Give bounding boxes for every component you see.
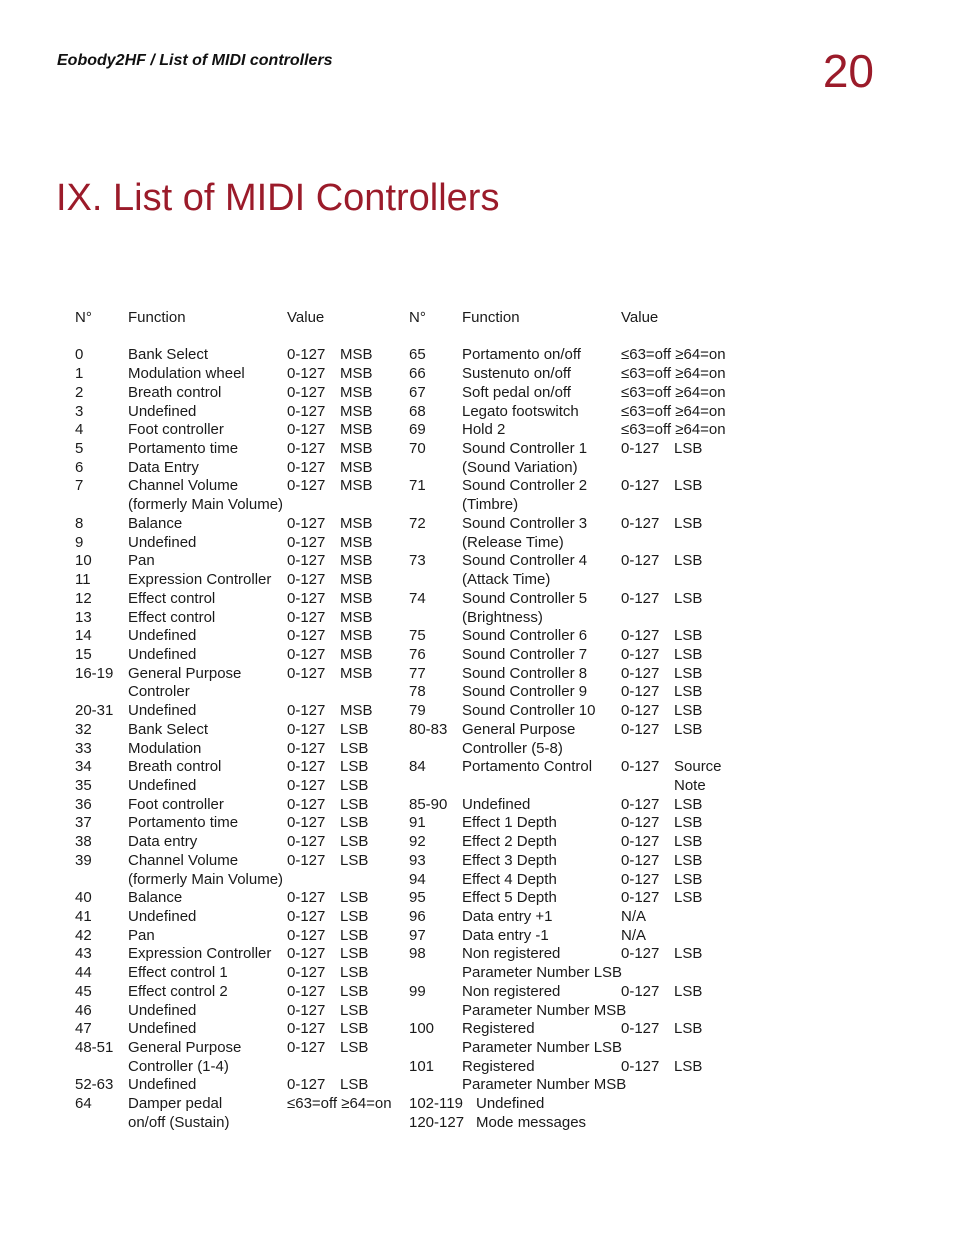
cell-function: Sustenuto on/off — [462, 365, 571, 383]
cell-unit: MSB — [340, 645, 373, 663]
header-value: Value — [287, 309, 325, 326]
cell-function: Pan — [128, 552, 155, 570]
cell-function: Undefined — [476, 1095, 545, 1113]
cell-unit: LSB — [674, 664, 703, 682]
cell-num: 3 — [75, 402, 84, 420]
cell-value: 0-127 — [621, 795, 660, 813]
cell-unit: MSB — [340, 664, 373, 682]
cell-num: 9 — [75, 533, 84, 551]
cell-value: 0-127 — [287, 889, 326, 907]
cell-num: 78 — [409, 683, 426, 701]
cell-function: Undefined — [128, 645, 197, 663]
cell-function: (Attack Time) — [462, 571, 551, 589]
cell-function: Effect control — [128, 608, 216, 626]
cell-function: Undefined — [128, 627, 197, 645]
cell-num: 45 — [75, 982, 92, 1000]
running-head: Eobody2HF / List of MIDI controllers — [57, 52, 333, 69]
cell-value: 0-127 — [287, 926, 326, 944]
cell-function: Parameter Number LSB — [462, 1039, 623, 1057]
cell-value: 0-127 — [287, 945, 326, 963]
cell-value: 0-127 — [621, 440, 660, 458]
cell-unit: LSB — [674, 720, 703, 738]
cell-value: 0-127 — [287, 1020, 326, 1038]
cell-function: Expression Controller — [128, 571, 272, 589]
cell-num: 36 — [75, 795, 92, 813]
cell-num: 74 — [409, 589, 426, 607]
header-function: Function — [128, 309, 186, 326]
cell-value: 0-127 — [621, 851, 660, 869]
cell-unit: MSB — [340, 627, 373, 645]
cell-unit: LSB — [674, 645, 703, 663]
cell-function: Parameter Number MSB — [462, 1076, 627, 1094]
cell-unit: MSB — [340, 589, 373, 607]
cell-unit: LSB — [674, 683, 703, 701]
cell-unit: MSB — [340, 533, 373, 551]
cell-function: Undefined — [128, 533, 197, 551]
cell-num: 0 — [75, 346, 84, 364]
cell-value: 0-127 — [287, 664, 326, 682]
cell-value: 0-127 — [287, 533, 326, 551]
cell-value: 0-127 — [287, 440, 326, 458]
cell-function: Sound Controller 4 — [462, 552, 588, 570]
cell-num: 68 — [409, 402, 426, 420]
cell-function: Sound Controller 8 — [462, 664, 588, 682]
cell-unit: LSB — [340, 945, 369, 963]
cell-unit: MSB — [340, 477, 373, 495]
cell-function: Registered — [462, 1057, 535, 1075]
cell-function: Data entry -1 — [462, 926, 549, 944]
cell-unit: LSB — [674, 702, 703, 720]
cell-unit: MSB — [340, 421, 373, 439]
cell-unit: MSB — [340, 365, 373, 383]
cell-unit: MSB — [340, 702, 373, 720]
cell-function: Foot controller — [128, 421, 224, 439]
cell-unit: LSB — [340, 776, 369, 794]
cell-function: Breath control — [128, 383, 222, 401]
cell-value: 0-127 — [621, 720, 660, 738]
cell-unit: LSB — [674, 795, 703, 813]
cell-value: 0-127 — [287, 720, 326, 738]
cell-function: General Purpose — [462, 720, 576, 738]
cell-unit: Note — [674, 776, 706, 794]
cell-function: Non registered — [462, 982, 561, 1000]
cell-value: 0-127 — [287, 402, 326, 420]
cell-function: (Brightness) — [462, 608, 543, 626]
cell-function: (formerly Main Volume) — [128, 496, 284, 514]
cell-value: ≤63=off ≥64=on — [287, 1095, 392, 1113]
header-num: N° — [409, 309, 426, 326]
cell-value: 0-127 — [287, 964, 326, 982]
cell-num: 48-51 — [75, 1039, 114, 1057]
cell-value: 0-127 — [287, 851, 326, 869]
header-num: N° — [75, 309, 92, 326]
cell-value: 0-127 — [287, 458, 326, 476]
cell-value: 0-127 — [621, 664, 660, 682]
cell-function: Soft pedal on/off — [462, 383, 571, 401]
cell-unit: LSB — [674, 514, 703, 532]
cell-unit: LSB — [674, 552, 703, 570]
cell-function: Non registered — [462, 945, 561, 963]
cell-function: Undefined — [128, 702, 197, 720]
cell-function: Sound Controller 7 — [462, 645, 588, 663]
cell-num: 84 — [409, 758, 426, 776]
cell-unit: LSB — [340, 1020, 369, 1038]
cell-function: Sound Controller 5 — [462, 589, 588, 607]
cell-num: 94 — [409, 870, 426, 888]
chapter-title: IX. List of MIDI Controllers — [56, 177, 500, 219]
cell-value: 0-127 — [287, 589, 326, 607]
cell-num: 77 — [409, 664, 426, 682]
cell-num: 97 — [409, 926, 426, 944]
cell-function: Sound Controller 1 — [462, 440, 588, 458]
cell-num: 85-90 — [409, 795, 448, 813]
cell-value: 0-127 — [621, 833, 660, 851]
cell-num: 98 — [409, 945, 426, 963]
cell-function: Data entry +1 — [462, 908, 553, 925]
cell-function: Balance — [128, 889, 183, 907]
cell-function: Portamento time — [128, 814, 239, 832]
cell-value: N/A — [621, 926, 647, 944]
cell-function: Hold 2 — [462, 421, 506, 439]
cell-function: Effect 3 Depth — [462, 851, 557, 869]
cell-function: (Sound Variation) — [462, 458, 578, 476]
cell-value: 0-127 — [287, 908, 326, 925]
cell-function: Undefined — [128, 1020, 197, 1038]
cell-unit: LSB — [340, 739, 369, 757]
cell-num: 13 — [75, 608, 92, 626]
cell-num: 71 — [409, 477, 426, 495]
cell-num: 43 — [75, 945, 92, 963]
cell-value: 0-127 — [287, 608, 326, 626]
cell-function: Undefined — [128, 402, 197, 420]
cell-function: Effect control 2 — [128, 982, 228, 1000]
cell-function: Undefined — [128, 1001, 197, 1019]
cell-num: 70 — [409, 440, 426, 458]
cell-function: Effect 5 Depth — [462, 889, 557, 907]
cell-num: 11 — [75, 571, 91, 589]
cell-value: 0-127 — [621, 589, 660, 607]
cell-function: Sound Controller 3 — [462, 514, 588, 532]
cell-value: 0-127 — [287, 814, 326, 832]
cell-unit: LSB — [674, 851, 703, 869]
cell-num: 64 — [75, 1095, 92, 1113]
cell-function: Undefined — [128, 908, 197, 925]
cell-num: 15 — [75, 645, 92, 663]
cell-function: Channel Volume — [128, 477, 239, 495]
cell-value: ≤63=off ≥64=on — [621, 365, 726, 383]
cell-function: (Release Time) — [462, 533, 564, 551]
cell-unit: LSB — [674, 982, 703, 1000]
cell-function: Undefined — [128, 776, 197, 794]
cell-num: 20-31 — [75, 702, 114, 720]
cell-value: 0-127 — [621, 514, 660, 532]
cell-value: 0-127 — [621, 627, 660, 645]
cell-function: on/off (Sustain) — [128, 1113, 230, 1131]
cell-num: 102-119 — [409, 1095, 463, 1113]
cell-function: (Timbre) — [462, 496, 519, 514]
cell-num: 8 — [75, 514, 84, 532]
cell-unit: MSB — [340, 402, 373, 420]
cell-num: 2 — [75, 383, 84, 401]
cell-value: 0-127 — [287, 514, 326, 532]
cell-function: Expression Controller — [128, 945, 272, 963]
cell-num: 1 — [75, 365, 84, 383]
cell-function: Modulation — [128, 739, 202, 757]
cell-unit: LSB — [340, 758, 369, 776]
cell-unit: LSB — [674, 477, 703, 495]
cell-unit: MSB — [340, 514, 373, 532]
cell-value: ≤63=off ≥64=on — [621, 421, 726, 439]
cell-unit: LSB — [674, 627, 703, 645]
cell-function: Legato footswitch — [462, 402, 579, 420]
cell-function: General Purpose — [128, 1039, 242, 1057]
cell-unit: MSB — [340, 608, 373, 626]
cell-unit: LSB — [340, 720, 369, 738]
cell-function: Breath control — [128, 758, 222, 776]
cell-unit: LSB — [340, 833, 369, 851]
cell-value: 0-127 — [287, 776, 326, 794]
cell-value: 0-127 — [287, 365, 326, 383]
cell-value: 0-127 — [621, 645, 660, 663]
cell-unit: LSB — [674, 814, 703, 832]
cell-num: 46 — [75, 1001, 92, 1019]
cell-unit: LSB — [340, 889, 369, 907]
cell-value: 0-127 — [621, 870, 660, 888]
cell-function: Portamento Control — [462, 758, 593, 776]
cell-unit: LSB — [674, 589, 703, 607]
cell-value: 0-127 — [287, 477, 326, 495]
cell-num: 47 — [75, 1020, 92, 1038]
cell-num: 99 — [409, 982, 426, 1000]
cell-function: Damper pedal — [128, 1095, 223, 1113]
cell-function: General Purpose — [128, 664, 242, 682]
cell-unit: MSB — [340, 383, 373, 401]
cell-function: Controller (5-8) — [462, 739, 563, 757]
cell-function: Parameter Number MSB — [462, 1001, 627, 1019]
cell-num: 91 — [409, 814, 426, 832]
cell-num: 38 — [75, 833, 92, 851]
cell-function: Effect control — [128, 589, 216, 607]
cell-function: Sound Controller 6 — [462, 627, 588, 645]
cell-function: Controler — [128, 683, 190, 701]
cell-unit: MSB — [340, 458, 373, 476]
cell-value: ≤63=off ≥64=on — [621, 346, 726, 364]
cell-num: 65 — [409, 346, 426, 364]
cell-function: Effect control 1 — [128, 964, 228, 982]
cell-function: Effect 4 Depth — [462, 870, 557, 888]
cell-unit: LSB — [340, 1076, 369, 1094]
cell-function: Pan — [128, 926, 155, 944]
cell-unit: LSB — [674, 833, 703, 851]
cell-function: Undefined — [128, 1076, 197, 1094]
cell-num: 42 — [75, 926, 92, 944]
cell-value: N/A — [621, 908, 647, 925]
cell-num: 10 — [75, 552, 92, 570]
cell-value: 0-127 — [287, 982, 326, 1000]
cell-value: 0-127 — [287, 383, 326, 401]
cell-unit: LSB — [674, 440, 703, 458]
cell-value: 0-127 — [287, 421, 326, 439]
cell-value: ≤63=off ≥64=on — [621, 402, 726, 420]
cell-num: 7 — [75, 477, 84, 495]
cell-unit: MSB — [340, 346, 373, 364]
cell-num: 76 — [409, 645, 426, 663]
cell-num: 75 — [409, 627, 426, 645]
cell-num: 79 — [409, 702, 426, 720]
cell-unit: LSB — [674, 1057, 703, 1075]
cell-num: 101 — [409, 1057, 435, 1075]
cell-function: Effect 2 Depth — [462, 833, 557, 851]
cell-function: Registered — [462, 1020, 535, 1038]
cell-unit: MSB — [340, 552, 373, 570]
cell-unit: LSB — [340, 851, 369, 869]
cell-unit: LSB — [340, 908, 369, 925]
cell-function: Data Entry — [128, 458, 199, 476]
cell-function: Data entry — [128, 833, 198, 851]
cell-function: Channel Volume — [128, 851, 239, 869]
cell-value: 0-127 — [621, 1020, 660, 1038]
cell-num: 44 — [75, 964, 92, 982]
cell-unit: LSB — [340, 1039, 369, 1057]
cell-function: Foot controller — [128, 795, 224, 813]
cell-value: 0-127 — [287, 702, 326, 720]
cell-function: Portamento time — [128, 440, 239, 458]
cell-num: 34 — [75, 758, 92, 776]
cell-value: 0-127 — [621, 945, 660, 963]
cell-num: 96 — [409, 908, 426, 925]
cell-value: 0-127 — [621, 683, 660, 701]
cell-value: 0-127 — [287, 739, 326, 757]
cell-num: 93 — [409, 851, 426, 869]
cell-value: 0-127 — [287, 758, 326, 776]
cell-num: 120-127 — [409, 1113, 465, 1131]
cell-unit: LSB — [674, 870, 703, 888]
cell-num: 100 — [409, 1020, 435, 1038]
cell-value: 0-127 — [287, 1001, 326, 1019]
cell-unit: LSB — [674, 889, 703, 907]
cell-unit: LSB — [340, 814, 369, 832]
cell-unit: MSB — [340, 440, 373, 458]
cell-unit: MSB — [340, 571, 373, 589]
cell-num: 52-63 — [75, 1076, 114, 1094]
cell-function: Portamento on/off — [462, 346, 581, 364]
cell-unit: LSB — [340, 1001, 369, 1019]
cell-unit: LSB — [340, 795, 369, 813]
cell-num: 37 — [75, 814, 92, 832]
cell-num: 41 — [75, 908, 92, 925]
cell-unit: LSB — [674, 945, 703, 963]
cell-num: 14 — [75, 627, 92, 645]
cell-value: 0-127 — [621, 702, 660, 720]
cell-num: 73 — [409, 552, 426, 570]
cell-value: 0-127 — [287, 795, 326, 813]
cell-value: 0-127 — [287, 571, 326, 589]
cell-num: 80-83 — [409, 720, 448, 738]
cell-value: 0-127 — [287, 1076, 326, 1094]
cell-function: Controller (1-4) — [128, 1057, 229, 1075]
cell-value: ≤63=off ≥64=on — [621, 383, 726, 401]
cell-num: 67 — [409, 383, 426, 401]
cell-num: 6 — [75, 458, 84, 476]
cell-num: 72 — [409, 514, 426, 532]
cell-unit: LSB — [340, 926, 369, 944]
cell-function: Mode messages — [476, 1113, 587, 1131]
cell-function: Modulation wheel — [128, 365, 245, 383]
cell-function: Sound Controller 2 — [462, 477, 588, 495]
cell-unit: LSB — [340, 982, 369, 1000]
cell-function: Bank Select — [128, 720, 209, 738]
cell-num: 39 — [75, 851, 92, 869]
cell-value: 0-127 — [287, 1039, 326, 1057]
cell-num: 33 — [75, 739, 92, 757]
page-number: 20 — [822, 45, 874, 97]
cell-num: 40 — [75, 889, 92, 907]
cell-function: Sound Controller 10 — [462, 702, 596, 720]
cell-function: Balance — [128, 514, 183, 532]
cell-num: 12 — [75, 589, 92, 607]
cell-value: 0-127 — [621, 982, 660, 1000]
cell-value: 0-127 — [621, 477, 660, 495]
cell-value: 0-127 — [621, 552, 660, 570]
cell-num: 32 — [75, 720, 92, 738]
cell-num: 35 — [75, 776, 92, 794]
cell-value: 0-127 — [621, 1057, 660, 1075]
cell-function: Effect 1 Depth — [462, 814, 557, 832]
cell-function: Undefined — [462, 795, 531, 813]
cell-unit: LSB — [340, 964, 369, 982]
header-value: Value — [621, 309, 659, 326]
cell-num: 66 — [409, 365, 426, 383]
cell-num: 5 — [75, 440, 84, 458]
cell-num: 69 — [409, 421, 426, 439]
cell-value: 0-127 — [287, 645, 326, 663]
cell-num: 16-19 — [75, 664, 114, 682]
cell-value: 0-127 — [287, 346, 326, 364]
cell-unit: Source — [674, 758, 722, 776]
cell-value: 0-127 — [621, 758, 660, 776]
cell-value: 0-127 — [287, 552, 326, 570]
cell-value: 0-127 — [287, 833, 326, 851]
cell-num: 92 — [409, 833, 426, 851]
cell-function: Parameter Number LSB — [462, 964, 623, 982]
cell-function: (formerly Main Volume) — [128, 870, 284, 888]
cell-value: 0-127 — [621, 814, 660, 832]
cell-unit: LSB — [674, 1020, 703, 1038]
cell-num: 4 — [75, 421, 84, 439]
header-function: Function — [462, 309, 520, 326]
cell-value: 0-127 — [287, 627, 326, 645]
cell-value: 0-127 — [621, 889, 660, 907]
cell-function: Bank Select — [128, 346, 209, 364]
cell-function: Sound Controller 9 — [462, 683, 588, 701]
cell-num: 95 — [409, 889, 426, 907]
